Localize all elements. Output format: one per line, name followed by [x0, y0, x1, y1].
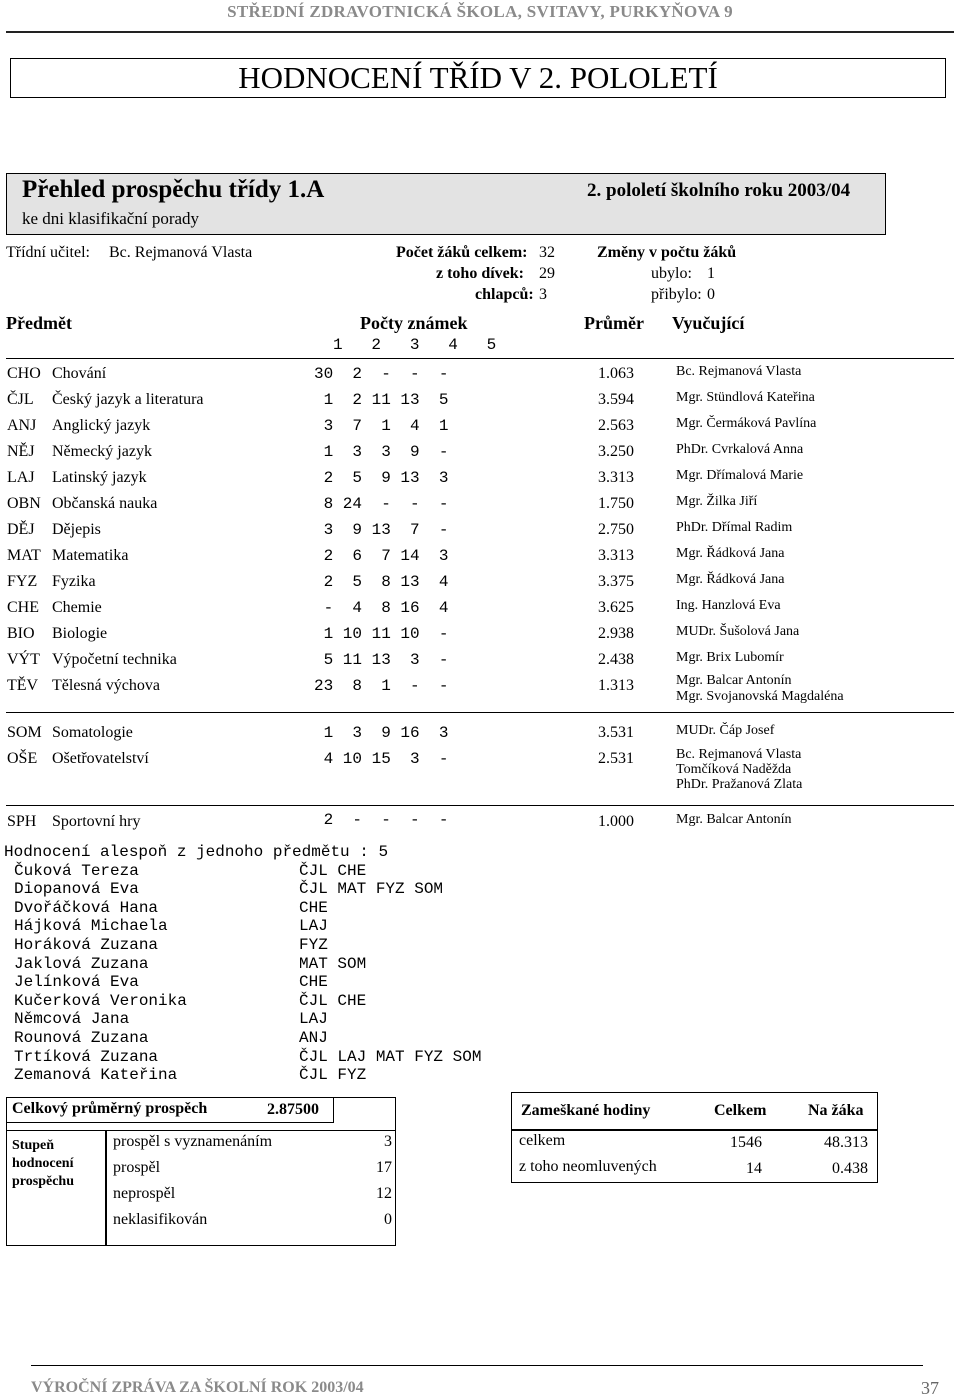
subject-code: DĚJ: [7, 521, 35, 538]
grade-scale: 1 2 3 4 5: [333, 336, 497, 354]
boys-label: chlapců:: [475, 286, 534, 303]
failing-student-name: Diopanová Eva: [14, 880, 139, 899]
students-total-label: Počet žáků celkem:: [396, 244, 528, 261]
page-number: 37: [921, 1378, 939, 1398]
subject-average: 1.000: [598, 813, 634, 830]
failing-student-subjects: MAT SOM: [299, 954, 367, 973]
failing-student-name: Trtíková Zuzana: [14, 1047, 159, 1066]
failing-student-subjects: ČJL LAJ MAT FYZ SOM: [299, 1047, 482, 1066]
subject-name: Ošetřovatelství: [52, 750, 149, 767]
girls-count: 29: [539, 265, 555, 282]
subject-name: Somatologie: [52, 724, 133, 741]
absence-header: Zameškané hodiny: [521, 1102, 651, 1119]
subject-average: 3.313: [598, 469, 634, 486]
subject-teacher-2: Tomčíková Naděžda: [676, 762, 792, 777]
subject-code: SOM: [7, 724, 42, 741]
subject-average: 2.438: [598, 651, 634, 668]
overview-title: Přehled prospěchu třídy 1.A: [22, 176, 325, 203]
subject-average: 3.531: [598, 724, 634, 741]
subject-name: Fyzika: [52, 573, 96, 590]
grade-counts: 4 10 15 3 -: [314, 750, 449, 768]
subject-teacher: PhDr. Cvrkalová Anna: [676, 442, 804, 457]
subject-name: Anglický jazyk: [52, 417, 151, 434]
absence-row-label: celkem: [519, 1132, 566, 1149]
increased-label: přibylo:: [651, 286, 702, 303]
failing-student-name: Kučerková Veronika: [14, 991, 187, 1010]
failing-student-row: [4, 917, 944, 936]
subject-header: Předmět: [6, 313, 72, 333]
failing-student-name: Jaklová Zuzana: [14, 954, 149, 973]
subject-code: BIO: [7, 625, 35, 642]
subject-teacher: Mgr. Dřímalová Marie: [676, 468, 804, 483]
overall-value: 2.87500: [267, 1101, 319, 1118]
subject-teacher: MUDr. Šušolová Jana: [676, 624, 800, 639]
grade-counts: 8 24 - - -: [314, 495, 449, 513]
grade-counts: 1 2 11 13 5: [314, 391, 449, 409]
overview-subtitle: ke dni klasifikační porady: [22, 209, 200, 228]
increased-count: 0: [707, 286, 715, 303]
grade-counts: 3 7 1 4 1: [314, 417, 449, 435]
subject-name: Německý jazyk: [52, 443, 152, 460]
failing-student-subjects: LAJ: [299, 1010, 328, 1029]
subject-code: TĚV: [7, 677, 39, 694]
grade-counts: 1 3 9 16 3: [314, 724, 449, 742]
grade-category-label: neprospěl: [113, 1185, 176, 1202]
subject-teacher: Mgr. Čermáková Pavlína: [676, 416, 817, 431]
subject-name: Český jazyk a literatura: [52, 391, 204, 408]
subject-code: FYZ: [7, 573, 38, 590]
page-title: HODNOCENÍ TŘÍD V 2. POLOLETÍ: [10, 58, 946, 98]
absence-total-header: Celkem: [714, 1102, 767, 1119]
grade-counts: 2 5 8 13 4: [314, 573, 449, 591]
subject-average: 2.750: [598, 521, 634, 538]
school-header: STŘEDNÍ ZDRAVOTNICKÁ ŠKOLA, SVITAVY, PURKYŇOVA 9: [227, 2, 733, 21]
overview-period: 2. pololetí školního roku 2003/04: [587, 180, 851, 201]
failing-student-row: [4, 936, 944, 955]
grade-counts: 30 2 - - -: [314, 365, 449, 383]
grade-counts: 2 6 7 14 3: [314, 547, 449, 565]
grade-counts: 2 - - - -: [314, 811, 449, 829]
table-top-divider: [6, 358, 954, 359]
failing-student-name: Dvořáčková Hana: [14, 898, 159, 917]
subject-teacher: Mgr. Brix Lubomír: [676, 650, 784, 665]
subject-teacher: PhDr. Dřímal Radim: [676, 520, 793, 535]
subject-teacher-3: PhDr. Pražanová Zlata: [676, 777, 803, 792]
subject-average: 3.250: [598, 443, 634, 460]
subject-code: CHO: [7, 365, 41, 382]
subject-code: VÝT: [7, 651, 40, 668]
subject-teacher: Mgr. Balcar Antonín: [676, 812, 792, 827]
failing-student-name: Horáková Zuzana: [14, 935, 159, 954]
overall-label: Celkový průměrný prospěch: [12, 1100, 208, 1117]
subject-code: MAT: [7, 547, 41, 564]
failing-student-subjects: ČJL CHE: [299, 861, 367, 880]
grade-counts: 5 11 13 3 -: [314, 651, 449, 669]
grade-counts: 1 3 3 9 -: [314, 443, 449, 461]
header-divider: [6, 31, 954, 33]
failing-student-subjects: ANJ: [299, 1028, 328, 1047]
subject-name: Chování: [52, 365, 107, 382]
failing-student-subjects: CHE: [299, 898, 328, 917]
absence-row-per-student: 48.313: [824, 1134, 868, 1151]
subject-teacher: Mgr. Balcar Antonín: [676, 673, 792, 688]
students-total: 32: [539, 244, 555, 261]
failing-student-row: [4, 973, 944, 992]
footer-divider: [31, 1365, 923, 1366]
grade-category-label: prospěl: [113, 1159, 161, 1176]
failing-student-row: [4, 1010, 944, 1029]
failing-student-subjects: FYZ: [299, 935, 328, 954]
subject-average: 1.750: [598, 495, 634, 512]
subject-name: Matematika: [52, 547, 129, 564]
grade-counts: 3 9 13 7 -: [314, 521, 449, 539]
subject-code: CHE: [7, 599, 39, 616]
subject-name: Tělesná výchova: [52, 677, 160, 694]
boys-count: 3: [539, 286, 547, 303]
changes-label: Změny v počtu žáků: [597, 244, 737, 261]
failing-student-row: [4, 899, 944, 918]
subject-code: OŠE: [7, 750, 38, 767]
failing-student-row: [4, 955, 944, 974]
grade-counts-header: Počty známek: [360, 313, 468, 333]
subject-teacher: MUDr. Čáp Josef: [676, 723, 775, 738]
optional-divider: [6, 712, 954, 713]
subject-teacher: Bc. Rejmanová Vlasta: [676, 364, 802, 379]
decreased-label: ubylo:: [651, 265, 692, 282]
subject-name: Dějepis: [52, 521, 101, 538]
extra-divider: [6, 805, 954, 806]
absence-per-student-header: Na žáka: [808, 1102, 864, 1119]
grade-category-count: 0: [384, 1211, 392, 1228]
footer-report: VÝROČNÍ ZPRÁVA ZA ŠKOLNÍ ROK 2003/04: [31, 1379, 364, 1396]
decreased-count: 1: [707, 265, 715, 282]
subject-average: 2.531: [598, 750, 634, 767]
subject-teacher: Ing. Hanzlová Eva: [676, 598, 781, 613]
failing-student-subjects: CHE: [299, 973, 328, 992]
subject-average: 1.063: [598, 365, 634, 382]
subject-average: 2.563: [598, 417, 634, 434]
subject-code: OBN: [7, 495, 41, 512]
failing-student-row: [4, 1029, 944, 1048]
grade-category-label: prospěl s vyznamenáním: [113, 1133, 273, 1150]
subject-name: Občanská nauka: [52, 495, 158, 512]
failing-student-name: Rounová Zuzana: [14, 1028, 149, 1047]
failing-student-subjects: LAJ: [299, 917, 328, 936]
grade-category-count: 3: [384, 1133, 392, 1150]
subject-average: 2.938: [598, 625, 634, 642]
failing-student-row: [4, 880, 944, 899]
absence-row-total: 14: [746, 1160, 762, 1177]
grade-category-count: 17: [376, 1159, 392, 1176]
subject-teacher: Mgr. Řádková Jana: [676, 572, 785, 587]
subject-code: SPH: [7, 813, 37, 830]
class-teacher-label: Třídní učitel:: [6, 244, 90, 261]
failing-student-subjects: ČJL MAT FYZ SOM: [299, 880, 444, 899]
subject-name: Chemie: [52, 599, 102, 616]
subject-average: 3.375: [598, 573, 634, 590]
grade-label: Stupeň hodnocení prospěchu: [12, 1138, 74, 1189]
subject-code: LAJ: [7, 469, 35, 486]
failing-student-row: [4, 1066, 944, 1081]
subject-name: Výpočetní technika: [52, 651, 177, 668]
subject-name: Sportovní hry: [52, 813, 141, 830]
subject-teacher: Mgr. Žilka Jiří: [676, 494, 758, 509]
failing-student-name: Hájková Michaela: [14, 917, 168, 936]
failing-student-name: Zemanová Kateřina: [14, 1066, 178, 1081]
grade-counts: 23 8 1 - -: [314, 677, 449, 695]
subject-average: 3.625: [598, 599, 634, 616]
failing-list: [4, 843, 944, 1081]
subject-average: 3.594: [598, 391, 634, 408]
failing-student-subjects: ČJL CHE: [299, 991, 367, 1010]
teacher-header: Vyučující: [672, 313, 745, 333]
subject-code: NĚJ: [7, 443, 35, 460]
grade-counts: 2 5 9 13 3: [314, 469, 449, 487]
failing-student-subjects: ČJL FYZ: [299, 1066, 367, 1081]
grade-counts: - 4 8 16 4: [314, 599, 449, 617]
subject-teacher: Mgr. Řádková Jana: [676, 546, 785, 561]
failing-student-name: Jelínková Eva: [14, 973, 139, 992]
failing-student-row: [4, 1048, 944, 1067]
absence-row-label: z toho neomluvených: [519, 1158, 657, 1175]
absence-row-total: 1546: [730, 1134, 762, 1151]
subject-code: ANJ: [7, 417, 37, 434]
failing-student-row: [4, 992, 944, 1011]
subject-average: 1.313: [598, 677, 634, 694]
subject-teacher-2: Mgr. Svojanovská Magdaléna: [676, 689, 844, 704]
subject-code: ČJL: [7, 391, 34, 408]
subject-name: Latinský jazyk: [52, 469, 147, 486]
grade-category-count: 12: [376, 1185, 392, 1202]
failing-student-name: Čuková Tereza: [14, 861, 139, 880]
absence-row-per-student: 0.438: [832, 1160, 868, 1177]
class-teacher: Bc. Rejmanová Vlasta: [109, 244, 253, 261]
subject-teacher: Mgr. Stündlová Kateřina: [676, 390, 815, 405]
grade-category-label: neklasifikován: [113, 1211, 208, 1228]
subject-name: Biologie: [52, 625, 108, 642]
failing-title: Hodnocení alespoň z jednoho předmětu : 5: [4, 843, 389, 861]
failing-student-row: [4, 862, 944, 881]
subject-teacher: Bc. Rejmanová Vlasta: [676, 747, 802, 762]
average-header: Průměr: [584, 313, 644, 333]
grade-counts: 1 10 11 10 -: [314, 625, 449, 643]
girls-label: z toho dívek:: [436, 265, 524, 282]
subject-average: 3.313: [598, 547, 634, 564]
failing-student-name: Němcová Jana: [14, 1010, 130, 1029]
